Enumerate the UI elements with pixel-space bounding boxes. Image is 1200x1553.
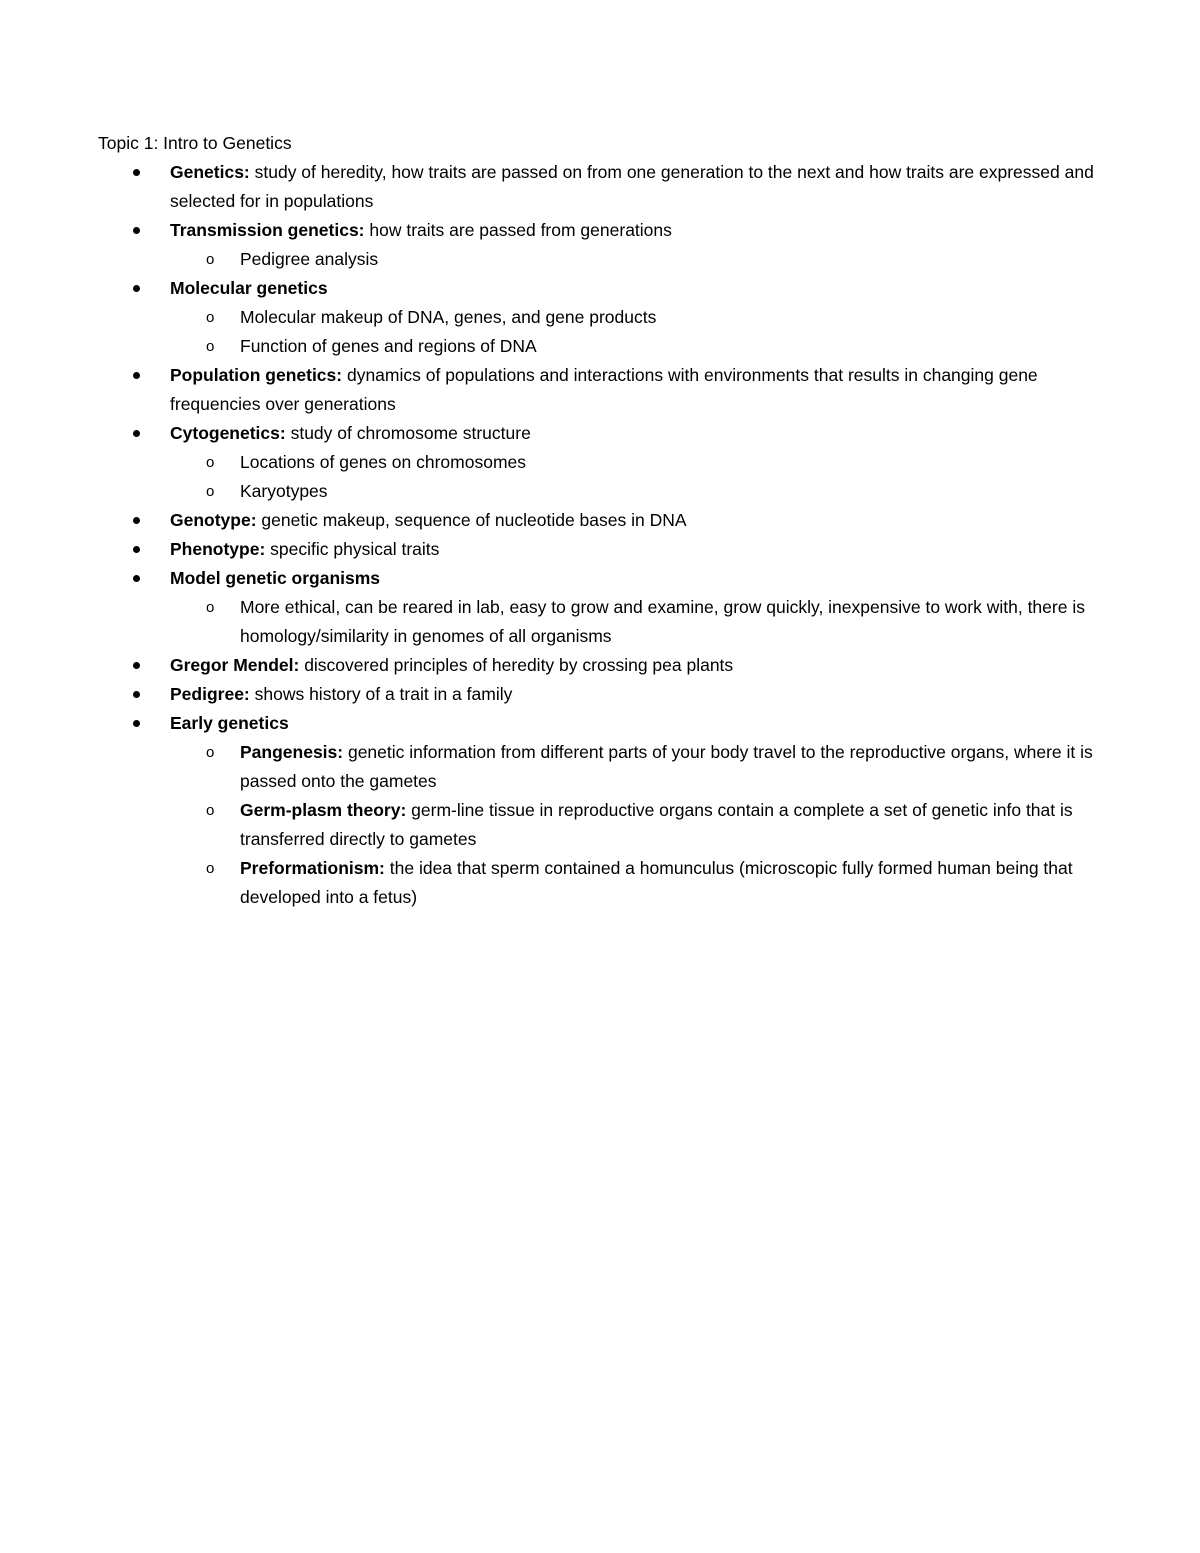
definition-text: specific physical traits	[265, 539, 440, 559]
sub-list	[170, 738, 1108, 912]
hollow-bullet-icon: o	[206, 860, 215, 877]
definition-text: study of chromosome structure	[285, 423, 531, 443]
hollow-bullet-icon: o	[206, 454, 215, 471]
bullet-icon	[133, 517, 140, 524]
sub-list-item	[170, 303, 1108, 332]
term-label: Model genetic organisms	[170, 568, 381, 588]
term-label: Pedigree:	[170, 684, 250, 704]
bullet-icon	[133, 227, 140, 234]
outline-item	[98, 361, 1108, 419]
bullet-icon	[133, 720, 140, 727]
outline-item	[98, 535, 1108, 564]
term-label: Population genetics:	[170, 365, 343, 385]
sub-list-item	[170, 477, 1108, 506]
bullet-icon	[133, 285, 140, 292]
term-label: Cytogenetics:	[170, 423, 286, 443]
definition-text: dynamics of populations and interactions with environments that results in changing gene frequencies over generations	[170, 365, 1038, 414]
definition-text: genetic makeup, sequence of nucleotide bases in DNA	[256, 510, 687, 530]
bullet-icon	[133, 546, 140, 553]
hollow-bullet-icon: o	[206, 338, 215, 355]
sub-term-label: Germ-plasm theory:	[240, 800, 407, 820]
term-label: Early genetics	[170, 713, 289, 733]
sub-list-item	[170, 796, 1108, 854]
sub-list-item	[170, 245, 1108, 274]
outline-item	[98, 564, 1108, 651]
outline-item	[98, 651, 1108, 680]
outline-item	[98, 680, 1108, 709]
sub-item-text: Function of genes and regions of DNA	[240, 336, 537, 356]
sub-list-item	[170, 332, 1108, 361]
term-label: Genotype:	[170, 510, 257, 530]
definition-text: discovered principles of heredity by crossing pea plants	[299, 655, 734, 675]
sub-item-text: Karyotypes	[240, 481, 328, 501]
bullet-icon	[133, 691, 140, 698]
sub-list	[170, 593, 1108, 651]
sub-item-text: Molecular makeup of DNA, genes, and gene products	[240, 307, 657, 327]
term-label: Molecular genetics	[170, 278, 328, 298]
sub-item-text: Pedigree analysis	[240, 249, 379, 269]
hollow-bullet-icon: o	[206, 599, 215, 616]
sub-item-text: germ-line tissue in reproductive organs contain a complete a set of genetic info that is transferred directly to gametes	[240, 800, 1073, 849]
sub-list	[170, 303, 1108, 361]
sub-item-text: More ethical, can be reared in lab, easy to grow and examine, grow quickly, inexpensive to work with, there is homology/similarity in genomes of all organisms	[240, 597, 1085, 646]
sub-list	[170, 448, 1108, 506]
sub-term-label: Pangenesis:	[240, 742, 344, 762]
hollow-bullet-icon: o	[206, 251, 215, 268]
hollow-bullet-icon: o	[206, 483, 215, 500]
hollow-bullet-icon: o	[206, 802, 215, 819]
sub-list-item	[170, 738, 1108, 796]
outline-item	[98, 506, 1108, 535]
outline-item	[98, 419, 1108, 506]
bullet-icon	[133, 575, 140, 582]
sub-list-item	[170, 593, 1108, 651]
sub-term-label: Preformationism:	[240, 858, 385, 878]
bullet-icon	[133, 169, 140, 176]
bullet-icon	[133, 430, 140, 437]
hollow-bullet-icon: o	[206, 309, 215, 326]
term-label: Transmission genetics:	[170, 220, 365, 240]
outline-item	[98, 216, 1108, 274]
sub-list-item	[170, 854, 1108, 912]
term-label: Gregor Mendel:	[170, 655, 300, 675]
topic-outline	[98, 158, 1108, 912]
sub-item-text: genetic information from different parts of your body travel to the reproductive organs, where it is passed onto the gametes	[240, 742, 1093, 791]
bullet-icon	[133, 372, 140, 379]
sub-item-text: the idea that sperm contained a homunculus (microscopic fully formed human being that developed into a fetus)	[240, 858, 1073, 907]
term-label: Phenotype:	[170, 539, 266, 559]
sub-item-text: Locations of genes on chromosomes	[240, 452, 526, 472]
outline-item	[98, 158, 1108, 216]
definition-text: how traits are passed from generations	[364, 220, 672, 240]
definition-text: shows history of a trait in a family	[249, 684, 513, 704]
sub-list-item	[170, 448, 1108, 477]
document-content	[98, 129, 1108, 912]
outline-item	[98, 274, 1108, 361]
bullet-icon	[133, 662, 140, 669]
page-title: Topic 1: Intro to Genetics	[98, 133, 292, 153]
sub-list	[170, 245, 1108, 274]
definition-text: study of heredity, how traits are passed on from one generation to the next and how traits are expressed and selected for in populations	[170, 162, 1094, 211]
term-label: Genetics:	[170, 162, 250, 182]
hollow-bullet-icon: o	[206, 744, 215, 761]
outline-item	[98, 709, 1108, 912]
